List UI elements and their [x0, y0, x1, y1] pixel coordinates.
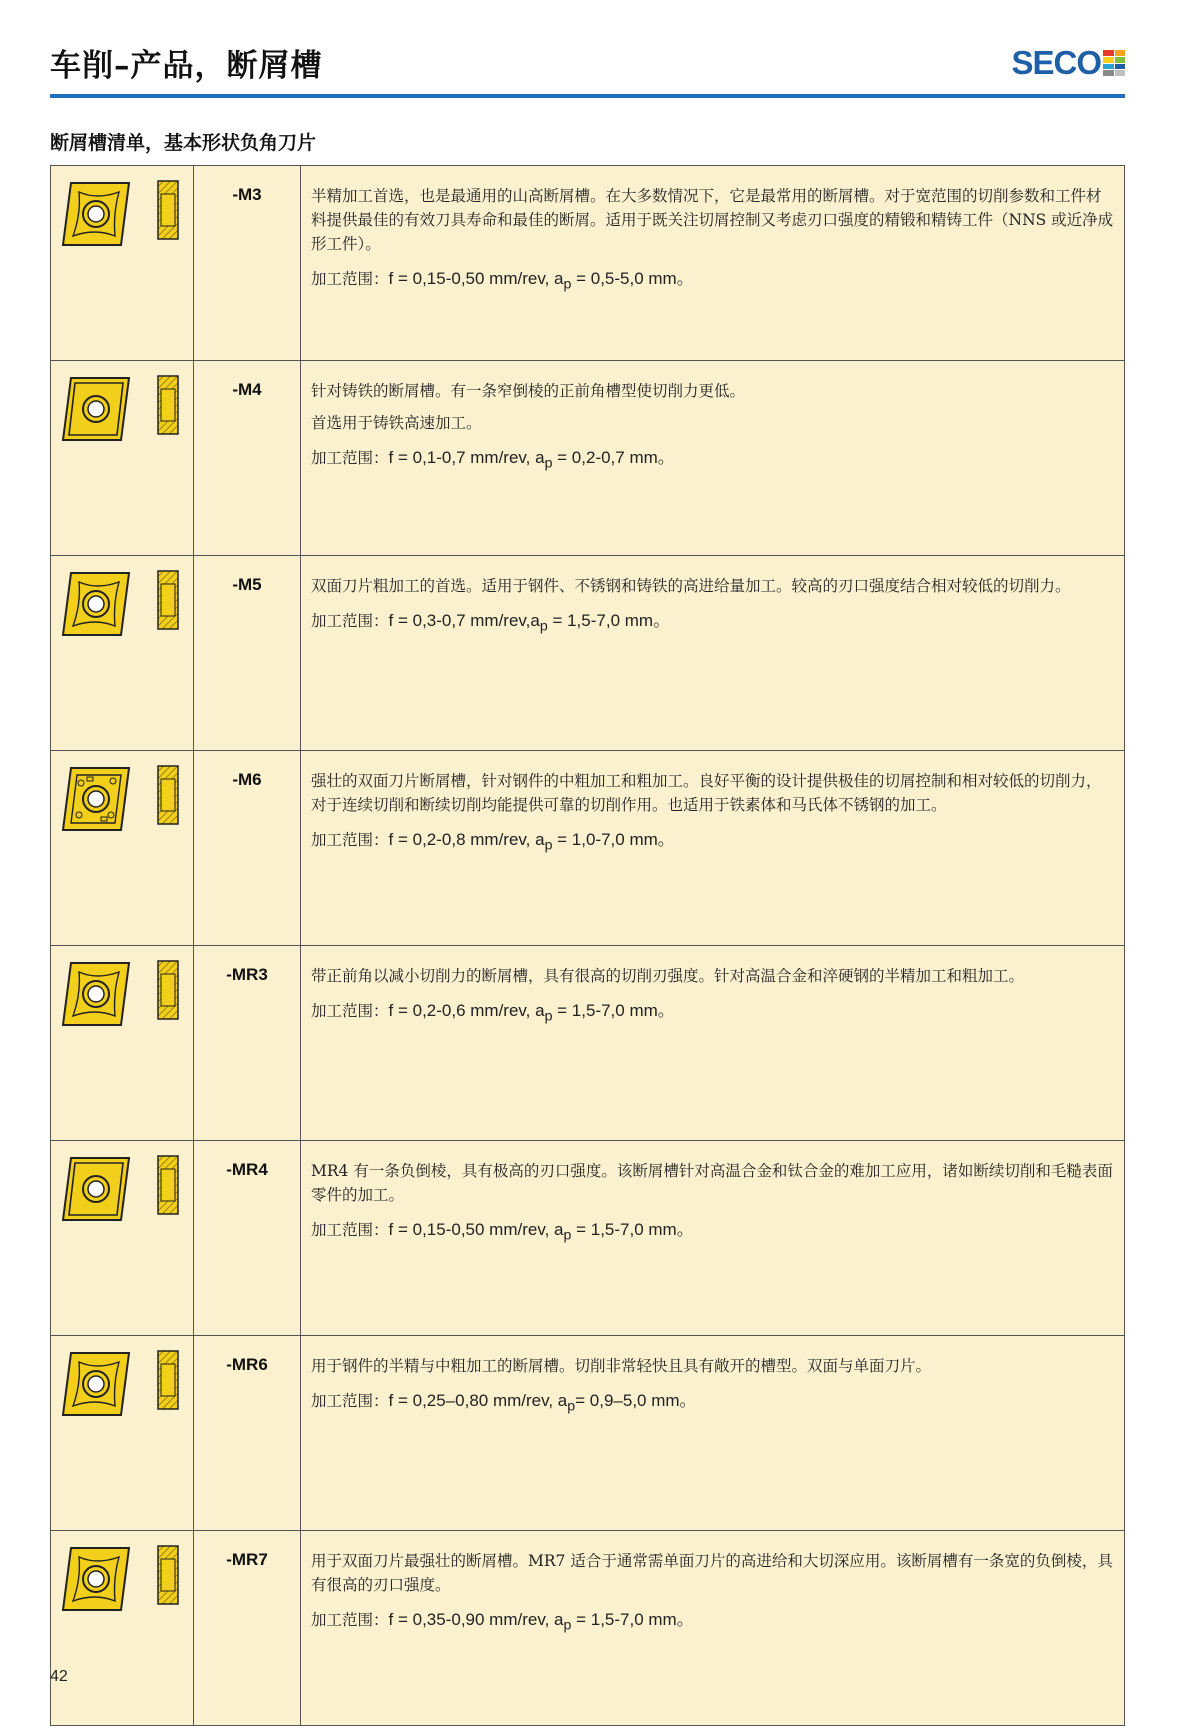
chipbreaker-code: -M6	[232, 770, 262, 789]
machining-range	[311, 825, 1114, 853]
range-depth: = 0,2-0,7 mm。	[552, 448, 675, 467]
machining-range	[311, 996, 1114, 1024]
chipbreaker-description: 强壮的双面刀片断屑槽，针对钢件的中粗加工和粗加工。良好平衡的设计提供极佳的切屑控制和相对较低的切削力，对于连续切削和断续切削均能提供可靠的切削作用。也适用于铁素体和马氏体不锈钢的加工。	[311, 772, 1102, 814]
seco-logo	[1011, 46, 1125, 80]
insert-side-view-icon	[157, 960, 179, 1024]
chipbreaker-description: 用于钢件的半精与中粗加工的断屑槽。切削非常轻快且具有敞开的槽型。双面与单面刀片。	[311, 1357, 932, 1375]
table-row	[51, 556, 1125, 751]
range-subscript: p	[544, 837, 553, 854]
range-feed: f = 0,2-0,6 mm/rev, a	[388, 1001, 545, 1020]
table-row	[51, 946, 1125, 1141]
chipbreaker-description-cell	[301, 946, 1125, 1141]
insert-illustration-cell	[51, 946, 194, 1141]
chipbreaker-description: 用于双面刀片最强壮的断屑槽。MR7 适合于通常需单面刀片的高进给和大切深应用。该断屑槽有一条宽的负倒棱，具有很高的刃口强度。	[311, 1552, 1113, 1594]
range-feed: f = 0,25–0,80 mm/rev, a	[388, 1391, 568, 1410]
machining-range	[311, 1215, 1114, 1243]
machining-range	[311, 1386, 1114, 1414]
chipbreaker-code: -MR7	[226, 1550, 268, 1569]
chipbreaker-code-cell	[194, 946, 301, 1141]
chipbreaker-description: MR4 有一条负倒棱，具有极高的刃口强度。该断屑槽针对高温合金和钛合金的难加工应用，诸如断续切削和毛糙表面零件的加工。	[311, 1162, 1113, 1204]
range-label: 加工范围：	[311, 1611, 389, 1629]
chipbreaker-description-cell	[301, 166, 1125, 361]
range-feed: f = 0,1-0,7 mm/rev, a	[388, 448, 545, 467]
chipbreaker-code-cell	[194, 166, 301, 361]
range-feed: f = 0,15-0,50 mm/rev, a	[388, 269, 564, 288]
range-label: 加工范围：	[311, 270, 389, 288]
insert-illustration-cell	[51, 361, 194, 556]
insert-illustration-cell	[51, 556, 194, 751]
insert-illustration-cell	[51, 166, 194, 361]
table-row	[51, 751, 1125, 946]
range-feed: f = 0,3-0,7 mm/rev,a	[388, 611, 540, 630]
insert-side-view-icon	[157, 1155, 179, 1219]
range-subscript: p	[563, 276, 572, 293]
chipbreaker-code: -M3	[232, 185, 262, 204]
section-subtitle: 断屑槽清单，基本形状负角刀片	[50, 132, 317, 154]
insert-mr6-icon	[61, 1350, 131, 1422]
insert-illustration-cell	[51, 1531, 194, 1726]
range-depth: = 1,5-7,0 mm。	[571, 1610, 694, 1629]
chipbreaker-description-cell	[301, 556, 1125, 751]
chipbreaker-description: 半精加工首选，也是最通用的山高断屑槽。在大多数情况下，它是最常用的断屑槽。对于宽范围的切削参数和工件材料提供最佳的有效刀具寿命和最佳的断屑。适用于既关注切屑控制又考虑刃口强度的精锻和精铸工件（NNS 或近净成形工件）。	[311, 187, 1114, 253]
chipbreaker-code: -MR4	[226, 1160, 268, 1179]
range-depth: = 1,5-7,0 mm。	[547, 611, 671, 630]
chipbreaker-code-cell	[194, 361, 301, 556]
table-row	[51, 361, 1125, 556]
chipbreaker-description-extra: 首选用于铸铁高速加工。	[311, 414, 482, 432]
insert-side-view-icon	[157, 180, 179, 244]
page-number: 42	[50, 1668, 68, 1685]
chipbreaker-description-cell	[301, 1531, 1125, 1726]
range-label: 加工范围：	[311, 449, 389, 467]
logo-mark-icon	[1103, 50, 1125, 76]
range-depth: = 0,9–5,0 mm。	[575, 1391, 697, 1410]
range-label: 加工范围：	[311, 1392, 389, 1410]
insert-illustration-cell	[51, 1336, 194, 1531]
range-subscript: p	[567, 1398, 576, 1415]
range-depth: = 1,5-7,0 mm。	[571, 1220, 694, 1239]
insert-m3-icon	[61, 180, 131, 252]
chipbreaker-code-cell	[194, 1336, 301, 1531]
header-rule	[50, 94, 1125, 98]
chipbreaker-code: -M5	[232, 575, 262, 594]
insert-mr4-icon	[61, 1155, 131, 1227]
chipbreaker-code-cell	[194, 1531, 301, 1726]
table-row	[51, 1531, 1125, 1726]
table-row	[51, 1141, 1125, 1336]
range-label: 加工范围：	[311, 831, 389, 849]
range-label: 加工范围：	[311, 1002, 389, 1020]
range-subscript: p	[563, 1227, 572, 1244]
chipbreaker-code: -MR3	[226, 965, 268, 984]
range-depth: = 1,5-7,0 mm。	[552, 1001, 675, 1020]
chipbreaker-table	[50, 165, 1125, 1726]
machining-range	[311, 1605, 1114, 1633]
insert-m4-icon	[61, 375, 131, 447]
insert-mr3-icon	[61, 960, 131, 1032]
range-feed: f = 0,15-0,50 mm/rev, a	[388, 1220, 564, 1239]
machining-range	[311, 443, 1114, 471]
insert-m5-icon	[61, 570, 131, 642]
range-label: 加工范围：	[311, 612, 389, 630]
chipbreaker-code: -MR6	[226, 1355, 268, 1374]
insert-illustration-cell	[51, 1141, 194, 1336]
insert-side-view-icon	[157, 765, 179, 829]
table-row	[51, 1336, 1125, 1531]
range-label: 加工范围：	[311, 1221, 389, 1239]
insert-side-view-icon	[157, 375, 179, 439]
insert-side-view-icon	[157, 1545, 179, 1609]
insert-side-view-icon	[157, 1350, 179, 1414]
chipbreaker-code-cell	[194, 1141, 301, 1336]
machining-range	[311, 606, 1114, 634]
chipbreaker-code-cell	[194, 556, 301, 751]
range-subscript: p	[544, 1008, 553, 1025]
chipbreaker-description-cell	[301, 1336, 1125, 1531]
table-row	[51, 166, 1125, 361]
page-header	[50, 36, 1125, 96]
insert-m6-icon	[61, 765, 131, 837]
insert-side-view-icon	[157, 570, 179, 634]
chipbreaker-description: 双面刀片粗加工的首选。适用于钢件、不锈钢和铸铁的高进给量加工。较高的刃口强度结合相对较低的切削力。	[311, 577, 1071, 595]
range-subscript: p	[563, 1617, 572, 1634]
insert-illustration-cell	[51, 751, 194, 946]
range-feed: f = 0,35-0,90 mm/rev, a	[388, 1610, 564, 1629]
insert-mr7-icon	[61, 1545, 131, 1617]
machining-range	[311, 264, 1114, 292]
range-feed: f = 0,2-0,8 mm/rev, a	[388, 830, 545, 849]
page-title: 车削–产品，断屑槽	[50, 48, 323, 84]
logo-text: SECO	[1011, 44, 1101, 81]
chipbreaker-description-cell	[301, 361, 1125, 556]
chipbreaker-description: 带正前角以减小切削力的断屑槽，具有很高的切削刃强度。针对高温合金和淬硬钢的半精加工和粗加工。	[311, 967, 1025, 985]
chipbreaker-description-cell	[301, 751, 1125, 946]
range-depth: = 0,5-5,0 mm。	[571, 269, 694, 288]
chipbreaker-code: -M4	[232, 380, 262, 399]
range-subscript: p	[544, 455, 553, 472]
chipbreaker-description: 针对铸铁的断屑槽。有一条窄倒棱的正前角槽型使切削力更低。	[311, 382, 746, 400]
chipbreaker-code-cell	[194, 751, 301, 946]
chipbreaker-description-cell	[301, 1141, 1125, 1336]
range-depth: = 1,0-7,0 mm。	[552, 830, 675, 849]
range-subscript: p	[539, 618, 548, 635]
